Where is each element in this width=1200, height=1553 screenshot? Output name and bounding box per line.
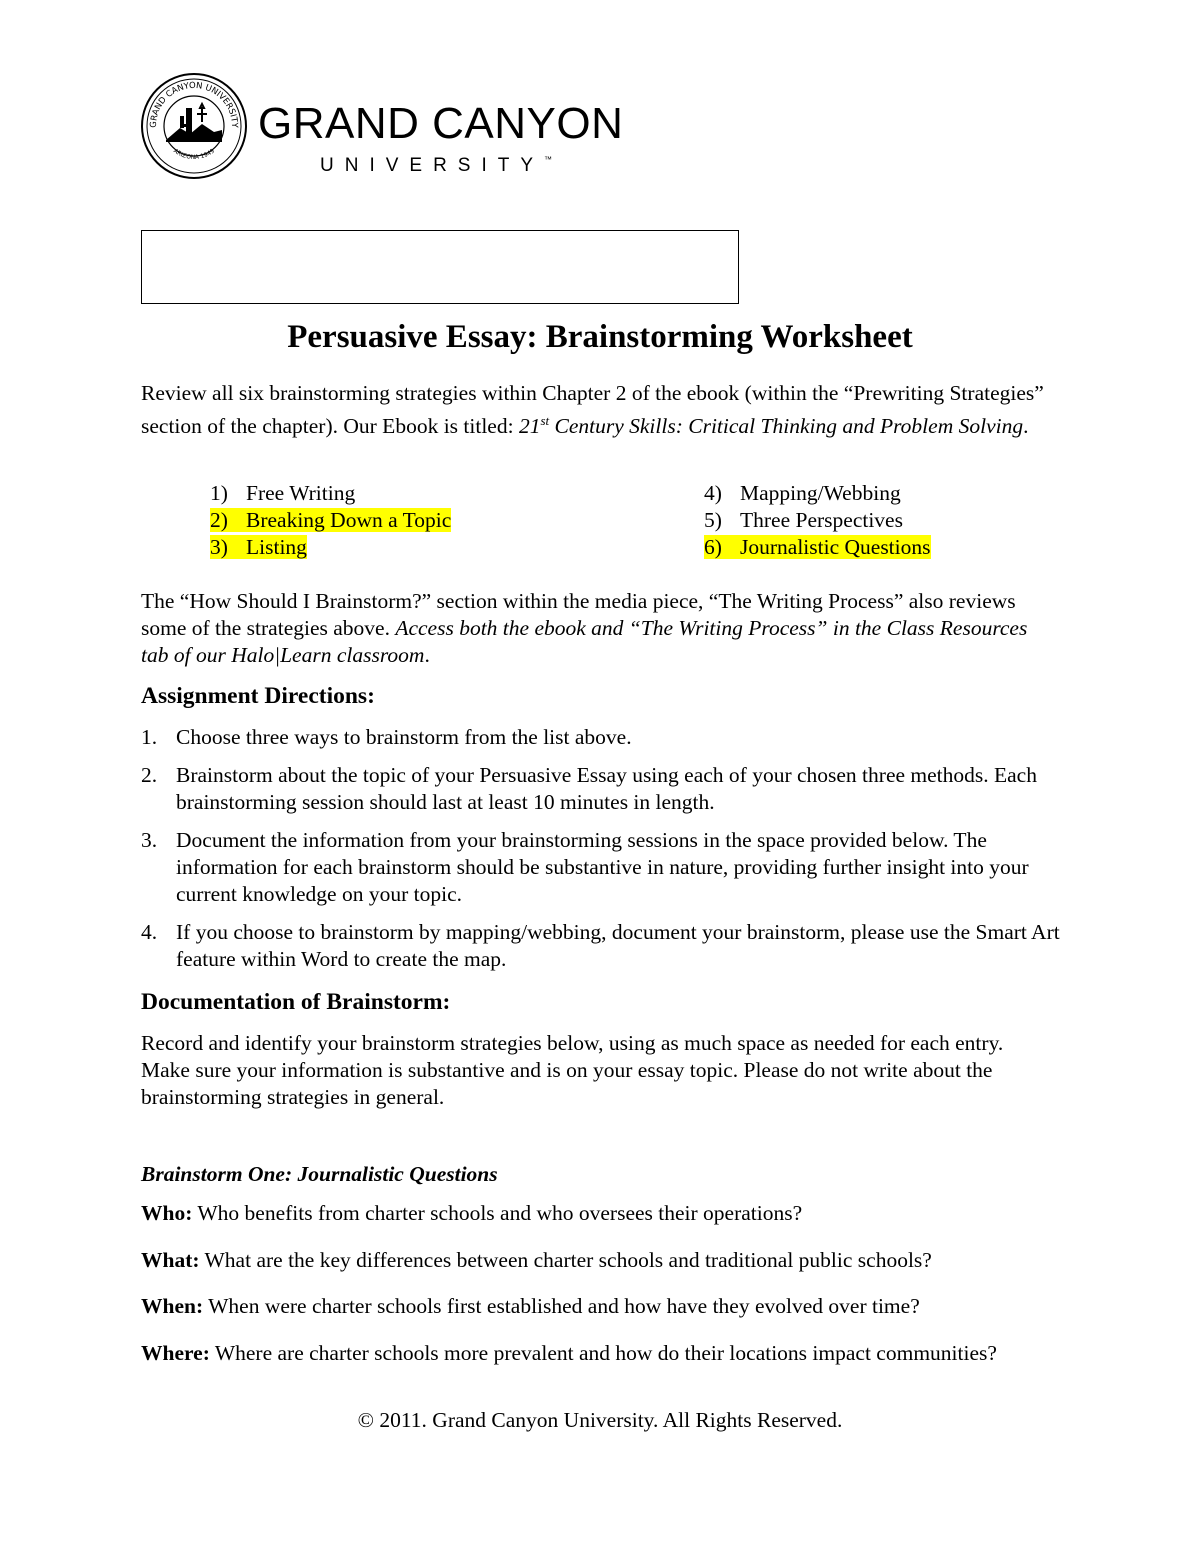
directions-list xyxy=(141,724,1061,984)
university-seal-logo xyxy=(140,72,248,180)
record-instructions: Record and identify your brainstorm strategies below, using as much space as needed for each entry. Make sure your information is substantive and is on your essay topic. Please do not write about the brainstorming strategies in general. xyxy=(141,1031,1004,1109)
qa-where: Where: Where are charter schools more prevalent and how do their locations impact communities? xyxy=(141,1341,997,1365)
media-paragraph: The “How Should I Brainstorm?” section within the media piece, “The Writing Process” also reviews some of the strategies above. Access both the ebook and “The Writing Process” in the Class Resources tab of our Halo|Learn classroom. xyxy=(141,589,1028,667)
strategy-list-left xyxy=(210,480,451,561)
svg-text:GRAND CANYON UNIVERSITY: GRAND CANYON UNIVERSITY xyxy=(148,80,240,128)
strategy-item: 2) Breaking Down a Topic xyxy=(210,508,452,532)
strategy-item: 4) Mapping/Webbing xyxy=(704,481,901,505)
svg-text:ARIZONA 1949: ARIZONA 1949 xyxy=(172,147,216,161)
intro-paragraph: Review all six brainstorming strategies within Chapter 2 of the ebook (within the “Prewriting Strategies” section of the chapter). Our Ebook is titled: 21st Century Skills: Critical Thinking and Problem Solving. xyxy=(141,381,1044,439)
name-entry-box[interactable] xyxy=(141,230,739,304)
strategy-item: 5) Three Perspectives xyxy=(704,508,903,532)
trademark: ™ xyxy=(544,155,553,164)
strategy-item: 6) Journalistic Questions xyxy=(704,535,931,559)
university-name: GRAND CANYON xyxy=(258,99,624,148)
directions-heading: Assignment Directions: xyxy=(141,683,375,709)
university-subtitle: UNIVERSITY™ xyxy=(320,155,553,176)
strategy-item: 3) Listing xyxy=(210,535,307,559)
direction-item: 2. Brainstorm about the topic of your Persuasive Essay using each of your chosen three methods. Each brainstorming session should last at least 10 minutes in length. xyxy=(141,763,1037,814)
qa-who: Who: Who benefits from charter schools and who oversees their operations? xyxy=(141,1201,803,1225)
strategy-list-right xyxy=(704,480,931,561)
strategy-item: 1) Free Writing xyxy=(210,481,356,505)
ebook-title: 21st Century Skills: Critical Thinking and Problem Solving xyxy=(518,413,1024,439)
qa-what: What: What are the key differences between charter schools and traditional public schools? xyxy=(141,1248,932,1272)
direction-item: 3. Document the information from your brainstorming sessions in the space provided below. The information for each brainstorm should be substantive in nature, providing further insight into your current knowledge on your topic. xyxy=(141,828,1029,906)
documentation-heading: Documentation of Brainstorm: xyxy=(141,989,451,1015)
copyright-footer: © 2011. Grand Canyon University. All Rights Reserved. xyxy=(357,1408,843,1432)
qa-when: When: When were charter schools first established and how have they evolved over time? xyxy=(141,1294,920,1318)
page-title: Persuasive Essay: Brainstorming Worksheet xyxy=(287,319,913,355)
direction-item: 1. Choose three ways to brainstorm from the list above. xyxy=(141,725,632,749)
brainstorm-one-heading: Brainstorm One: Journalistic Questions xyxy=(141,1162,498,1186)
direction-item: 4. If you choose to brainstorm by mapping/webbing, document your brainstorm, please use the Smart Art feature within Word to create the map. xyxy=(141,920,1060,971)
